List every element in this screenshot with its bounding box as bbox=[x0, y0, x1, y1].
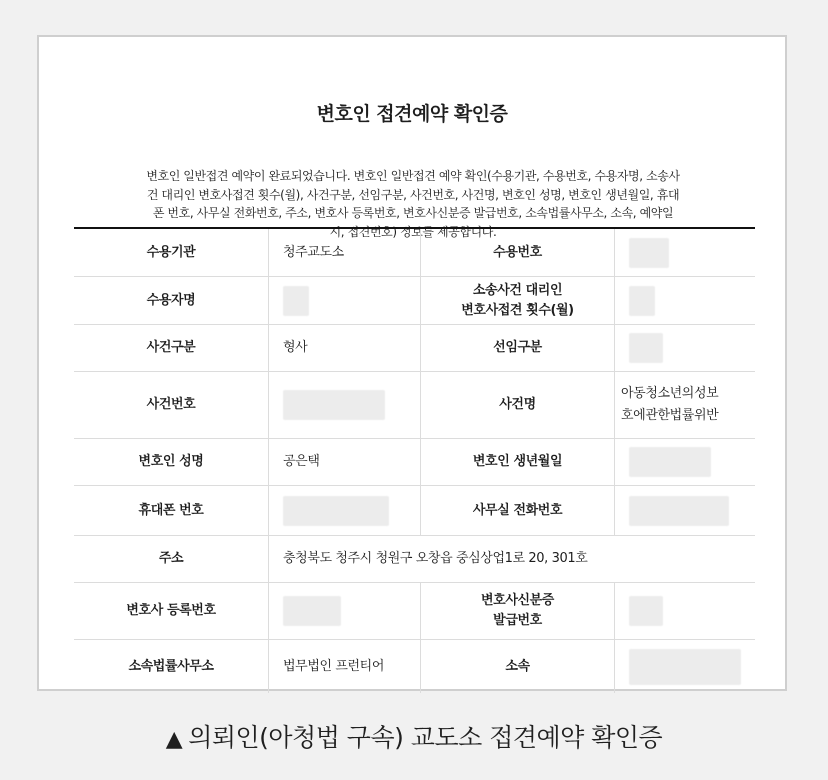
redacted-block bbox=[283, 596, 341, 626]
value-inmate-number bbox=[615, 229, 755, 277]
label-id-card-line2: 발급번호 bbox=[493, 613, 542, 628]
label-case-name: 사건명 bbox=[421, 372, 615, 439]
redacted-block bbox=[629, 649, 741, 685]
label-case-type: 사건구분 bbox=[74, 325, 269, 372]
label-inmate-number: 수용번호 bbox=[421, 229, 615, 277]
value-address: 충청북도 청주시 청원구 오창읍 중심상업1로 20, 301호 bbox=[269, 536, 755, 583]
redacted-block bbox=[283, 286, 309, 316]
triangle-up-icon: ▲ bbox=[165, 727, 183, 752]
value-id-card bbox=[615, 583, 755, 640]
value-law-firm: 법무법인 프런티어 bbox=[269, 640, 421, 693]
redacted-block bbox=[629, 447, 711, 477]
redacted-block bbox=[629, 496, 729, 526]
intro-line: 건 대리인 변호사접견 횟수(월), 사건구분, 선임구분, 사건번호, 사건명, 변호인 성명, 변호인 생년월일, 휴대 bbox=[146, 187, 680, 202]
case-name-line2: 호에관한법률위반 bbox=[621, 408, 719, 423]
image-caption bbox=[0, 718, 828, 754]
label-law-firm: 소속법률사무소 bbox=[74, 640, 269, 693]
intro-line: 폰 번호, 사무실 전화번호, 주소, 변호사 등록번호, 변호사신분증 발급번호, 소속법률사무소, 소속, 예약일 bbox=[152, 206, 674, 220]
value-affiliation bbox=[615, 640, 755, 693]
value-case-number bbox=[269, 372, 421, 439]
value-facility: 청주교도소 bbox=[269, 229, 421, 277]
value-lawyer-name: 공은택 bbox=[269, 439, 421, 486]
label-affiliation: 소속 bbox=[421, 640, 615, 693]
label-case-number: 사건번호 bbox=[74, 372, 269, 439]
intro-line: 변호인 일반접견 예약이 완료되었습니다. 변호인 일반접견 예약 확인(수용기관, 수용번호, 수용자명, 소송사 bbox=[146, 169, 680, 183]
document-title: 변호인 접견예약 확인증 bbox=[316, 103, 508, 125]
redacted-block bbox=[629, 238, 669, 268]
label-lawyer-birthdate: 변호인 생년월일 bbox=[421, 439, 615, 486]
label-address: 주소 bbox=[74, 536, 269, 583]
label-visit-count bbox=[421, 277, 615, 325]
label-visit-count-line2: 변호사접견 횟수(월) bbox=[461, 302, 574, 318]
label-inmate-name: 수용자명 bbox=[74, 277, 269, 325]
label-office-phone: 사무실 전화번호 bbox=[421, 486, 615, 536]
value-visit-count bbox=[615, 277, 755, 325]
value-mobile bbox=[269, 486, 421, 536]
value-office-phone bbox=[615, 486, 755, 536]
label-id-card-line1: 변호사신분증 bbox=[481, 593, 554, 608]
value-case-type: 형사 bbox=[269, 325, 421, 372]
label-lawyer-name: 변호인 성명 bbox=[74, 439, 269, 486]
intro-line: 시, 접견번호) 정보를 제공합니다. bbox=[329, 224, 497, 239]
label-id-card bbox=[421, 583, 615, 640]
label-mobile: 휴대폰 번호 bbox=[74, 486, 269, 536]
case-name-line1: 아동청소년의성보 bbox=[621, 386, 719, 401]
caption-text: 의뢰인(아청법 구속) 교도소 접견예약 확인증 bbox=[188, 723, 663, 752]
label-registration-number: 변호사 등록번호 bbox=[74, 583, 269, 640]
redacted-block bbox=[283, 496, 389, 526]
redacted-block bbox=[629, 596, 663, 626]
value-inmate-name bbox=[269, 277, 421, 325]
redacted-block bbox=[283, 390, 385, 420]
value-lawyer-birthdate bbox=[615, 439, 755, 486]
info-table bbox=[74, 227, 755, 693]
value-registration-number bbox=[269, 583, 421, 640]
label-facility: 수용기관 bbox=[74, 229, 269, 277]
label-visit-count-line1: 소송사건 대리인 bbox=[472, 282, 563, 298]
redacted-block bbox=[629, 333, 663, 363]
label-appointment-type: 선임구분 bbox=[421, 325, 615, 372]
redacted-block bbox=[629, 286, 655, 316]
value-case-name bbox=[615, 372, 755, 439]
value-appointment-type bbox=[615, 325, 755, 372]
